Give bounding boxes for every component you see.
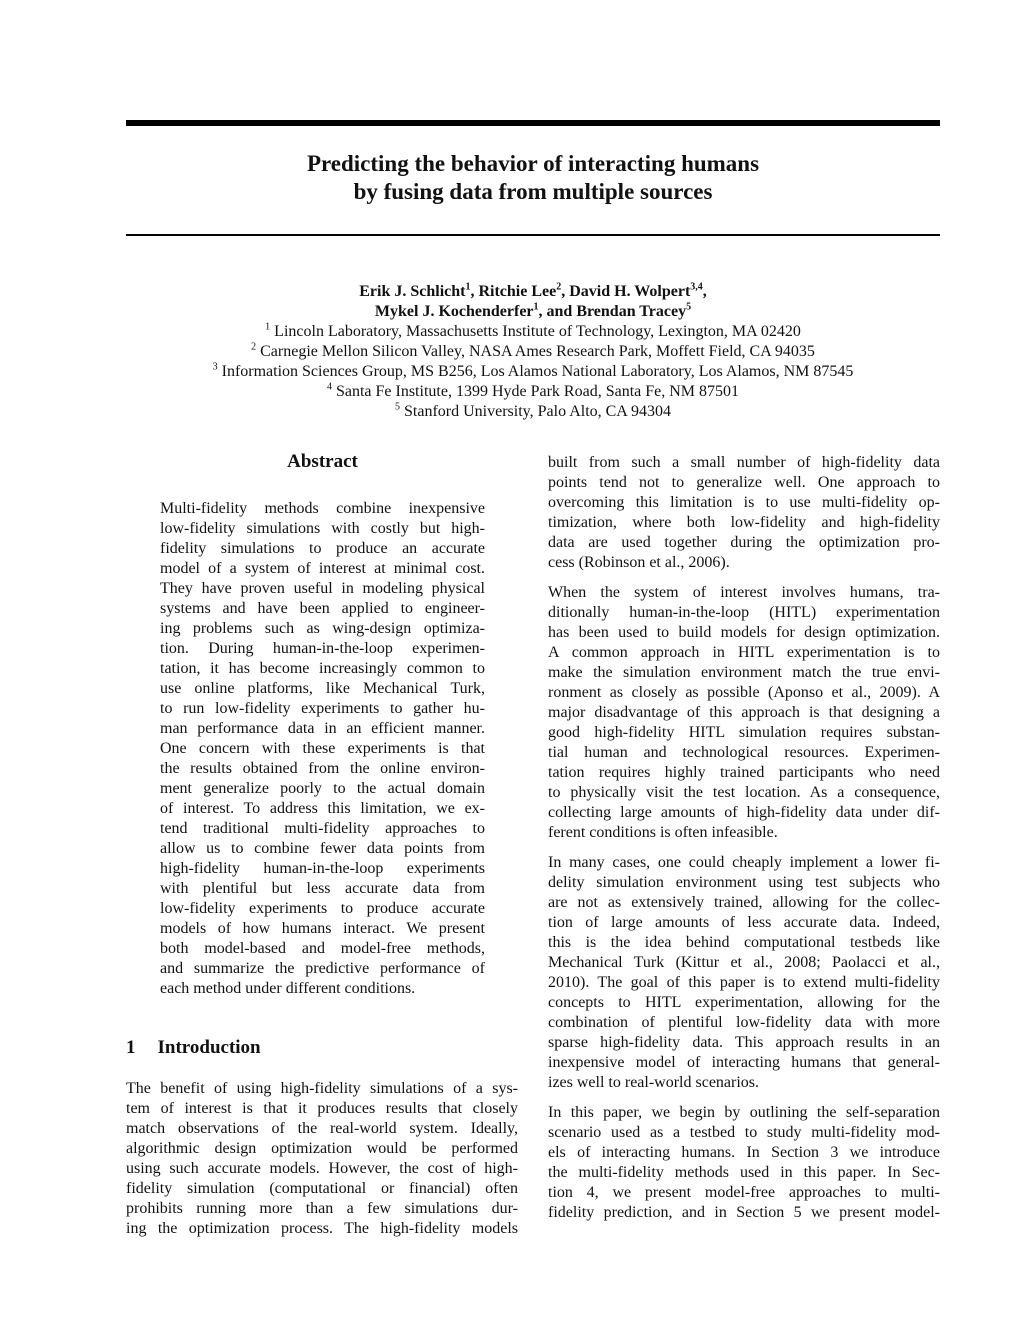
text-line: tend traditional multi-fidelity approaches to — [160, 820, 485, 837]
paragraph — [160, 499, 485, 999]
title-line: by fusing data from multiple sources — [353, 179, 713, 204]
text-line: ferent conditions is often infeasible. — [548, 824, 778, 841]
affiliation-text: Santa Fe Institute, 1399 Hyde Park Road, Santa Fe, NM 87501 — [331, 383, 740, 400]
affiliation-number: 3 — [212, 361, 218, 373]
text-line: make the simulation environment match the true envi- — [548, 664, 940, 681]
text-line: this is the idea behind computational testbeds like — [548, 934, 940, 951]
text-line: In many cases, one could cheaply implement a lower fi- — [548, 854, 940, 871]
abstract-heading: Abstract — [287, 451, 358, 472]
text-line: using such accurate models. However, the cost of high- — [126, 1160, 518, 1177]
text-line: overcoming this limitation is to use multi-fidelity op- — [548, 494, 940, 511]
text-line: to physically visit the test location. As a consequence, — [548, 784, 940, 801]
author-line — [126, 282, 940, 302]
text-line: concepts to HITL experimentation, allowing for the — [548, 994, 940, 1011]
affiliation-text: Carnegie Mellon Silicon Valley, NASA Ames Research Park, Moffett Field, CA 94035 — [256, 343, 815, 360]
text-line: to run low-fidelity experiments to gather hu- — [160, 700, 485, 717]
text-line: major disadvantage of this approach is that designing a — [548, 704, 940, 721]
text-line: sparse high-fidelity data. This approach results in an — [548, 1034, 940, 1051]
author-affiliation-mark: 5 — [686, 301, 692, 313]
text-line: inexpensive model of interacting humans that general- — [548, 1054, 940, 1071]
author-name: Brendan Tracey — [576, 303, 687, 320]
text-line: allow us to combine fewer data points from — [160, 840, 485, 857]
affiliation-line — [126, 382, 940, 402]
paragraph — [548, 453, 940, 573]
text-line: Mechanical Turk (Kittur et al., 2008; Paolacci et al., — [548, 954, 940, 971]
text-line: are not as extensively trained, allowing for the collec- — [548, 894, 940, 911]
affiliation-line — [126, 342, 940, 362]
affiliation-number: 2 — [251, 341, 257, 353]
text-line: use online platforms, like Mechanical Turk, — [160, 680, 485, 697]
affiliation-text: Information Sciences Group, MS B256, Los Alamos National Laboratory, Los Alamos, NM 87545 — [217, 363, 854, 380]
section-title: Introduction — [157, 1037, 261, 1058]
affiliation-number: 1 — [265, 321, 271, 333]
title-line: Predicting the behavior of interacting humans — [306, 151, 760, 176]
text-line: fidelity simulation (computational or financial) often — [126, 1180, 518, 1197]
text-line: algorithmic design optimization would be performed — [126, 1140, 518, 1157]
text-line: collecting large amounts of high-fidelity data under dif- — [548, 804, 940, 821]
paragraph — [548, 583, 940, 843]
author-separator: , — [561, 283, 570, 300]
author-separator: , and — [538, 303, 577, 320]
top-thick-rule — [126, 120, 940, 126]
author-separator: , — [702, 283, 707, 300]
text-line: izes well to real-world scenarios. — [548, 1074, 760, 1091]
text-line: tation, it has become increasingly common to — [160, 660, 485, 677]
text-line: ditionally human-in-the-loop (HITL) experimentation — [548, 604, 940, 621]
section-number: 1 — [126, 1037, 136, 1058]
text-line: ing the optimization process. The high-fidelity models — [126, 1220, 518, 1237]
affiliation-number: 5 — [395, 401, 401, 413]
right-column-body — [548, 453, 940, 1233]
text-line: When the system of interest involves humans, tra- — [548, 584, 940, 601]
paragraph — [126, 1079, 518, 1239]
author-block — [126, 282, 940, 422]
author-name: Mykel J. Kochenderfer — [374, 303, 534, 320]
text-line: ment generalize poorly to the actual domain — [160, 780, 485, 797]
author-name: David H. Wolpert — [569, 283, 691, 300]
text-line: fidelity prediction, and in Section 5 we present model- — [548, 1204, 940, 1221]
text-line: each method under different conditions. — [160, 980, 416, 997]
text-line: ing problems such as wing-design optimiza- — [160, 620, 485, 637]
text-line: cess (Robinson et al., 2006). — [548, 554, 730, 571]
affiliation-text: Stanford University, Palo Alto, CA 94304 — [400, 403, 671, 420]
text-line: tem of interest is that it produces results that closely — [126, 1100, 518, 1117]
affiliations — [126, 322, 940, 422]
paragraph — [548, 1103, 940, 1223]
text-line: tion 4, we present model-free approaches to multi- — [548, 1184, 940, 1201]
author-separator: , — [470, 283, 479, 300]
paragraph — [548, 853, 940, 1093]
affiliation-line — [126, 362, 940, 382]
text-line: The benefit of using high-fidelity simulations of a sys- — [126, 1080, 518, 1097]
text-line: built from such a small number of high-fidelity data — [548, 454, 940, 471]
text-line: good high-fidelity HITL simulation requires substan- — [548, 724, 940, 741]
text-line: systems and have been applied to engineer- — [160, 600, 485, 617]
text-line: the results obtained from the online environ- — [160, 760, 485, 777]
introduction-body — [126, 1079, 518, 1249]
text-line: of interest. To address this limitation, we ex- — [160, 800, 485, 817]
text-line: scenario used as a testbed to study multi-fidelity mod- — [548, 1124, 940, 1141]
text-line: tion. During human-in-the-loop experimen- — [160, 640, 485, 657]
text-line: A common approach in HITL experimentation is to — [548, 644, 940, 661]
text-line: tation requires highly trained participants who need — [548, 764, 940, 781]
text-line: In this paper, we begin by outlining the self-separation — [548, 1104, 940, 1121]
text-line: data are used together during the optimization pro- — [548, 534, 940, 551]
text-line: both model-based and model-free methods, — [160, 940, 485, 957]
text-line: prohibits running more than a few simulations dur- — [126, 1200, 518, 1217]
text-line: Multi-fidelity methods combine inexpensive — [160, 500, 485, 517]
text-line: man performance data in an efficient manner. — [160, 720, 485, 737]
text-line: models of how humans interact. We present — [160, 920, 485, 937]
text-line: els of interacting humans. In Section 3 we introduce — [548, 1144, 940, 1161]
text-line: fidelity simulations to produce an accurate — [160, 540, 485, 557]
author-affiliation-mark: 1 — [465, 281, 471, 293]
abstract-body — [160, 499, 485, 1009]
paper-title — [126, 150, 940, 206]
text-line: high-fidelity human-in-the-loop experiments — [160, 860, 485, 877]
text-line: low-fidelity simulations with costly but high- — [160, 520, 485, 537]
author-affiliation-mark: 3,4 — [690, 281, 703, 293]
text-line: delity simulation environment using test subjects who — [548, 874, 940, 891]
text-line: 2010). The goal of this paper is to extend multi-fidelity — [548, 974, 940, 991]
text-line: combination of plentiful low-fidelity data with more — [548, 1014, 940, 1031]
text-line: ronment as closely as possible (Aponso et al., 2009). A — [548, 684, 940, 701]
text-line: and summarize the predictive performance of — [160, 960, 485, 977]
text-line: tion of large amounts of less accurate data. Indeed, — [548, 914, 940, 931]
text-line: low-fidelity experiments to produce accurate — [160, 900, 485, 917]
text-line: match observations of the real-world system. Ideally, — [126, 1120, 518, 1137]
text-line: They have proven useful in modeling physical — [160, 580, 485, 597]
affiliation-line — [126, 402, 940, 422]
text-line: the multi-fidelity methods used in this paper. In Sec- — [548, 1164, 940, 1181]
affiliation-number: 4 — [326, 381, 332, 393]
text-line: points tend not to generalize well. One approach to — [548, 474, 940, 491]
author-name: Erik J. Schlicht — [359, 283, 466, 300]
text-line: with plentiful but less accurate data from — [160, 880, 485, 897]
affiliation-text: Lincoln Laboratory, Massachusetts Institute of Technology, Lexington, MA 02420 — [270, 323, 801, 340]
author-affiliation-mark: 1 — [533, 301, 539, 313]
text-line: timization, where both low-fidelity and high-fidelity — [548, 514, 940, 531]
author-name: Ritchie Lee — [478, 283, 557, 300]
title-bottom-rule — [126, 234, 940, 236]
section-heading-introduction — [126, 1036, 261, 1060]
text-line: tial human and technological resources. Experimen- — [548, 744, 940, 761]
text-line: One concern with these experiments is that — [160, 740, 485, 757]
text-line: has been used to build models for design optimization. — [548, 624, 940, 641]
text-line: model of a system of interest at minimal cost. — [160, 560, 485, 577]
author-affiliation-mark: 2 — [556, 281, 562, 293]
author-line — [126, 302, 940, 322]
affiliation-line — [126, 322, 940, 342]
